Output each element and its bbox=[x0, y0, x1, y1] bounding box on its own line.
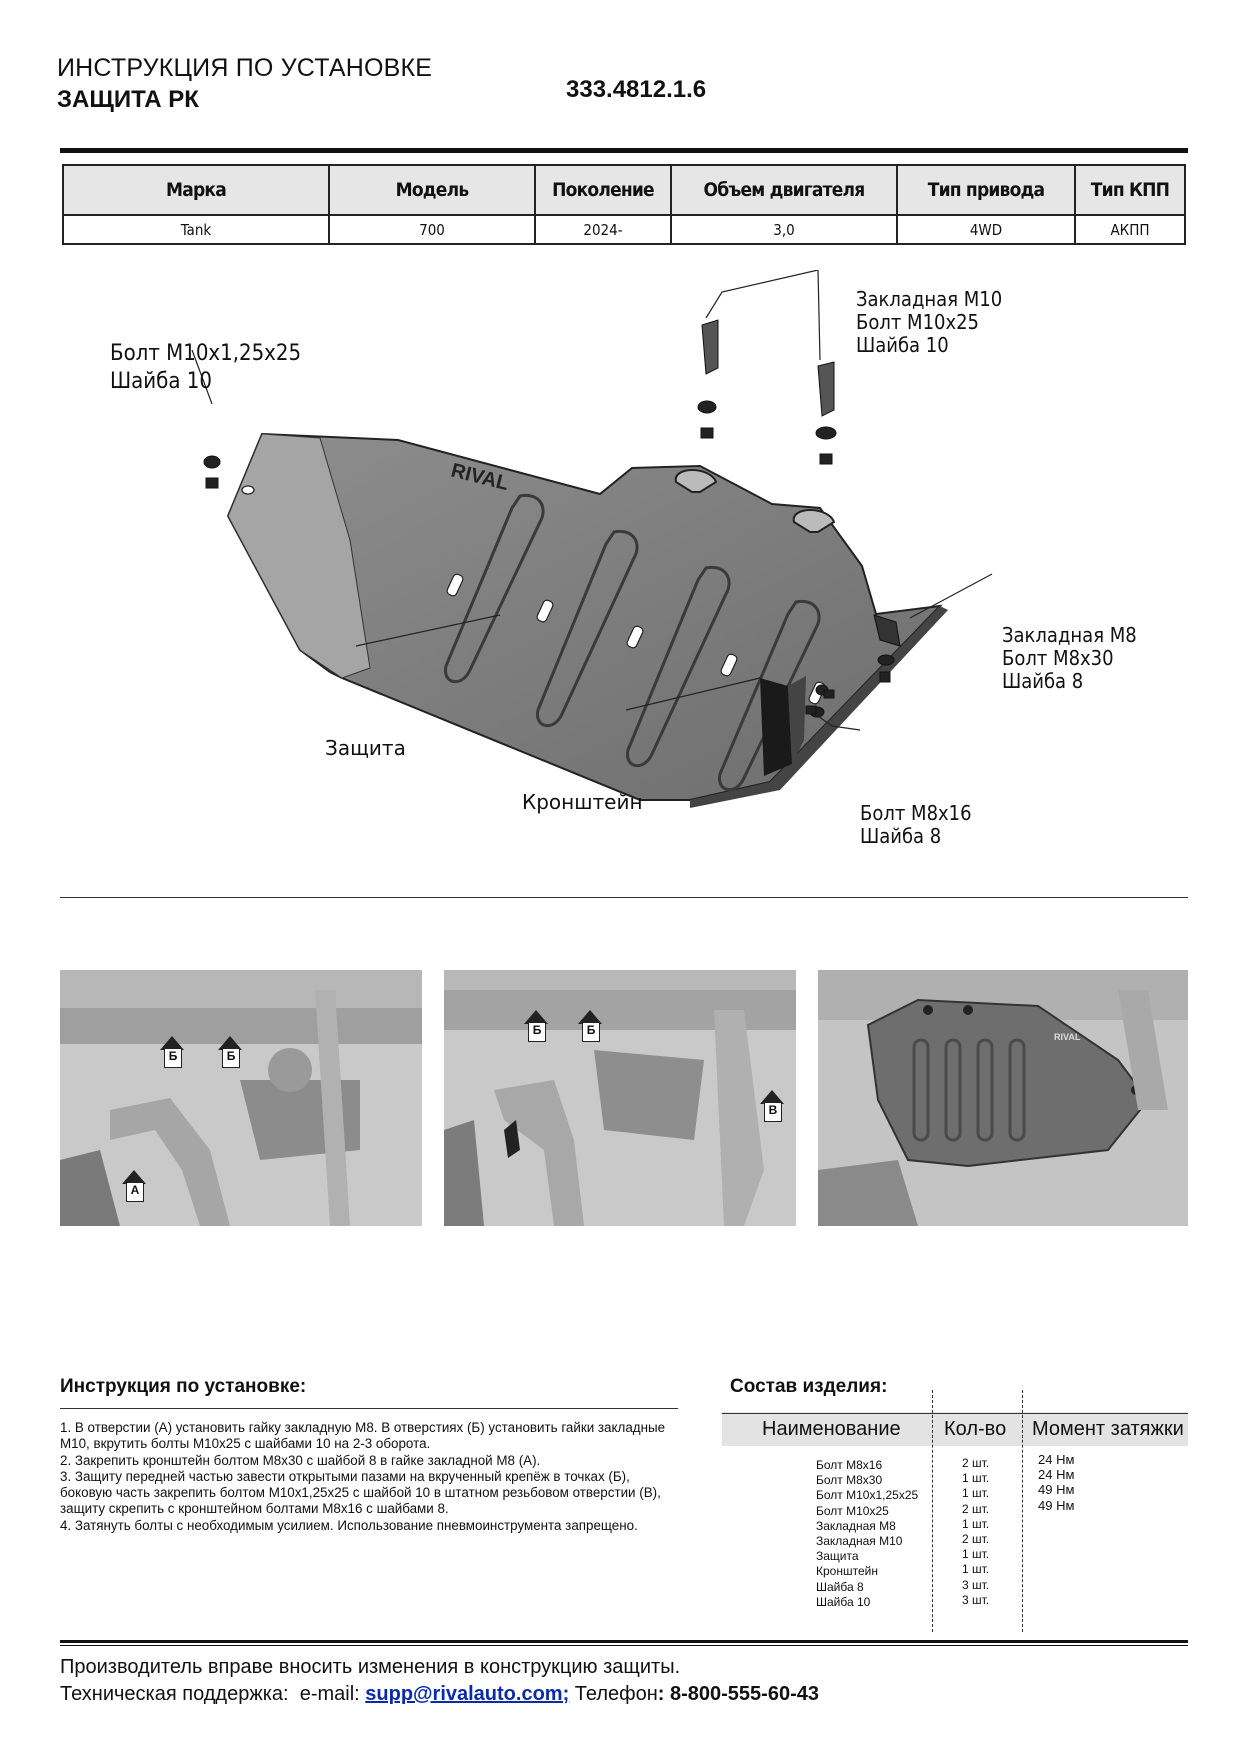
callout-line: Болт M8x16 bbox=[860, 801, 972, 825]
callout-line: Закладная M8 bbox=[1002, 623, 1137, 647]
footer-rule bbox=[60, 1640, 1188, 1643]
callout-line: Шайба 10 bbox=[856, 333, 949, 357]
spec-cell: 2024- bbox=[535, 215, 671, 244]
callout-top-left bbox=[110, 340, 301, 396]
callout-line: Болт M10x1,25x25 bbox=[110, 341, 302, 366]
part-number: 333.4812.1.6 bbox=[566, 76, 707, 103]
instruction-step: 3. Защиту передней частью завести открытыми пазами на вкрученный крепёж в точках (Б), боковую часть закрепить болтом М10х1,25х25 с шайбой 10 в штатном резьбовом отверстии (В), защиту скрепить с кронштейном болтами М8х16 с шайбами 8. bbox=[60, 1468, 661, 1517]
item-qty: 2 шт. bbox=[962, 1456, 990, 1470]
section-divider bbox=[60, 897, 1188, 898]
item-name: Шайба 8 bbox=[816, 1579, 864, 1594]
col-qty-header: Кол-во bbox=[944, 1418, 1007, 1440]
item-qty: 2 шт. bbox=[962, 1501, 990, 1516]
instructions-rule bbox=[60, 1408, 678, 1409]
marker-b: Б bbox=[164, 1048, 182, 1068]
instruction-step: 1. В отверстии (А) установить гайку закладную М8. В отверстиях (Б) установить гайки закладные М10, вкрутить болты М10х25 с шайбами 10 на 2-3 оборота. bbox=[60, 1420, 666, 1452]
item-name: Шайба 10 bbox=[816, 1594, 871, 1609]
column-divider bbox=[932, 1390, 933, 1632]
spec-header-cell: Марка bbox=[63, 165, 329, 215]
photo-3-illustration bbox=[818, 970, 1188, 1226]
support-phone: : 8-800-555-60-43 bbox=[657, 1683, 819, 1705]
col-torque-header: Момент затяжки bbox=[1032, 1418, 1184, 1440]
instructions-title: Инструкция по установке: bbox=[60, 1376, 307, 1397]
item-torque: 49 Нм bbox=[1038, 1497, 1075, 1513]
label-guard: Защита bbox=[325, 736, 406, 760]
composition-qty bbox=[962, 1456, 989, 1608]
photo-1-illustration bbox=[60, 970, 422, 1226]
composition-names bbox=[816, 1458, 918, 1610]
marker-b: Б bbox=[528, 1022, 546, 1042]
callout-top-right bbox=[856, 288, 1002, 357]
spec-cell: 4WD bbox=[897, 215, 1075, 244]
marker-a: А bbox=[126, 1182, 144, 1202]
item-qty: 1 шт. bbox=[962, 1486, 990, 1501]
item-qty: 1 шт. bbox=[962, 1516, 990, 1531]
spec-data-row bbox=[63, 215, 1185, 244]
doc-title: ИНСТРУКЦИЯ ПО УСТАНОВКЕ bbox=[57, 54, 433, 82]
marker-b: Б bbox=[582, 1022, 600, 1042]
support-label: Техническая поддержка: e-mail: bbox=[60, 1683, 366, 1705]
photo-2-illustration bbox=[444, 970, 796, 1226]
doc-subtitle: ЗАЩИТА РК bbox=[57, 86, 199, 113]
item-qty: 1 шт. bbox=[962, 1471, 990, 1486]
instruction-step: 4. Затянуть болты с необходимым усилием. Использование пневмоинструмента запрещено. bbox=[60, 1517, 638, 1533]
support-email-link[interactable]: supp@rivalauto.com; bbox=[365, 1683, 570, 1705]
callout-line: Закладная M10 bbox=[856, 287, 1003, 311]
spec-cell: Tank bbox=[63, 215, 329, 244]
item-name: Защита bbox=[816, 1549, 859, 1564]
item-qty: 1 шт. bbox=[962, 1562, 990, 1577]
callout-line: Шайба 8 bbox=[1002, 669, 1084, 693]
guard-logo: RIVAL bbox=[448, 459, 511, 496]
spec-header-cell: Модель bbox=[329, 165, 535, 215]
callout-line: Болт M10x25 bbox=[856, 310, 979, 334]
vehicle-spec-table bbox=[62, 164, 1186, 245]
footer-support bbox=[60, 1683, 819, 1706]
column-divider bbox=[1022, 1390, 1023, 1632]
composition-rule bbox=[722, 1413, 1188, 1414]
item-torque: 49 Нм bbox=[1038, 1482, 1075, 1498]
spec-cell: АКПП bbox=[1075, 215, 1185, 244]
header-rule bbox=[60, 148, 1188, 153]
item-name: Болт M10x1,25x25 bbox=[816, 1488, 919, 1503]
install-photo-3 bbox=[818, 970, 1188, 1226]
spec-header-cell: Объем двигателя bbox=[671, 165, 897, 215]
item-name: Закладная M8 bbox=[816, 1518, 896, 1533]
marker-v: В bbox=[764, 1102, 782, 1122]
spec-header-cell: Тип привода bbox=[897, 165, 1075, 215]
marker-b: Б bbox=[222, 1048, 240, 1068]
callout-line: Шайба 8 bbox=[860, 824, 942, 848]
item-qty: 3 шт. bbox=[962, 1592, 990, 1607]
item-name: Кронштейн bbox=[816, 1564, 878, 1579]
callout-right bbox=[1002, 624, 1137, 693]
install-photo-2 bbox=[444, 970, 796, 1226]
phone-label: Телефон bbox=[569, 1683, 658, 1705]
callout-line: Болт M8x30 bbox=[1002, 646, 1114, 670]
item-name: Болт M8x30 bbox=[816, 1473, 883, 1488]
item-torque: 24 Нм bbox=[1038, 1452, 1075, 1467]
item-name: Болт M10x25 bbox=[816, 1503, 889, 1518]
item-qty: 3 шт. bbox=[962, 1577, 990, 1592]
item-qty: 2 шт. bbox=[962, 1532, 990, 1547]
composition-title: Состав изделия: bbox=[730, 1376, 888, 1397]
instructions-list bbox=[60, 1420, 680, 1534]
photo-logo: RIVAL bbox=[1054, 1032, 1081, 1042]
spec-cell: 3,0 bbox=[671, 215, 897, 244]
install-photo-1 bbox=[60, 970, 422, 1226]
spec-header-row bbox=[63, 165, 1185, 215]
item-name: Болт M8x16 bbox=[816, 1458, 883, 1472]
spec-cell: 700 bbox=[329, 215, 535, 244]
callout-bottom-right bbox=[860, 802, 972, 848]
item-qty: 1 шт. bbox=[962, 1547, 990, 1562]
label-bracket: Кронштейн bbox=[522, 790, 643, 814]
item-name: Закладная M10 bbox=[816, 1534, 903, 1549]
item-torque: 24 Нм bbox=[1038, 1467, 1075, 1483]
composition-torque bbox=[1038, 1452, 1074, 1513]
col-name-header: Наименование bbox=[762, 1418, 901, 1440]
footer-rule-thin bbox=[60, 1645, 1188, 1646]
spec-header-cell: Тип КПП bbox=[1075, 165, 1185, 215]
callout-line: Шайба 10 bbox=[110, 369, 212, 394]
spec-header-cell: Поколение bbox=[535, 165, 671, 215]
footer-disclaimer: Производитель вправе вносить изменения в конструкцию защиты. bbox=[60, 1656, 681, 1678]
instruction-step: 2. Закрепить кронштейн болтом М8х30 с шайбой 8 в гайке закладной М8 (А). bbox=[60, 1452, 541, 1468]
